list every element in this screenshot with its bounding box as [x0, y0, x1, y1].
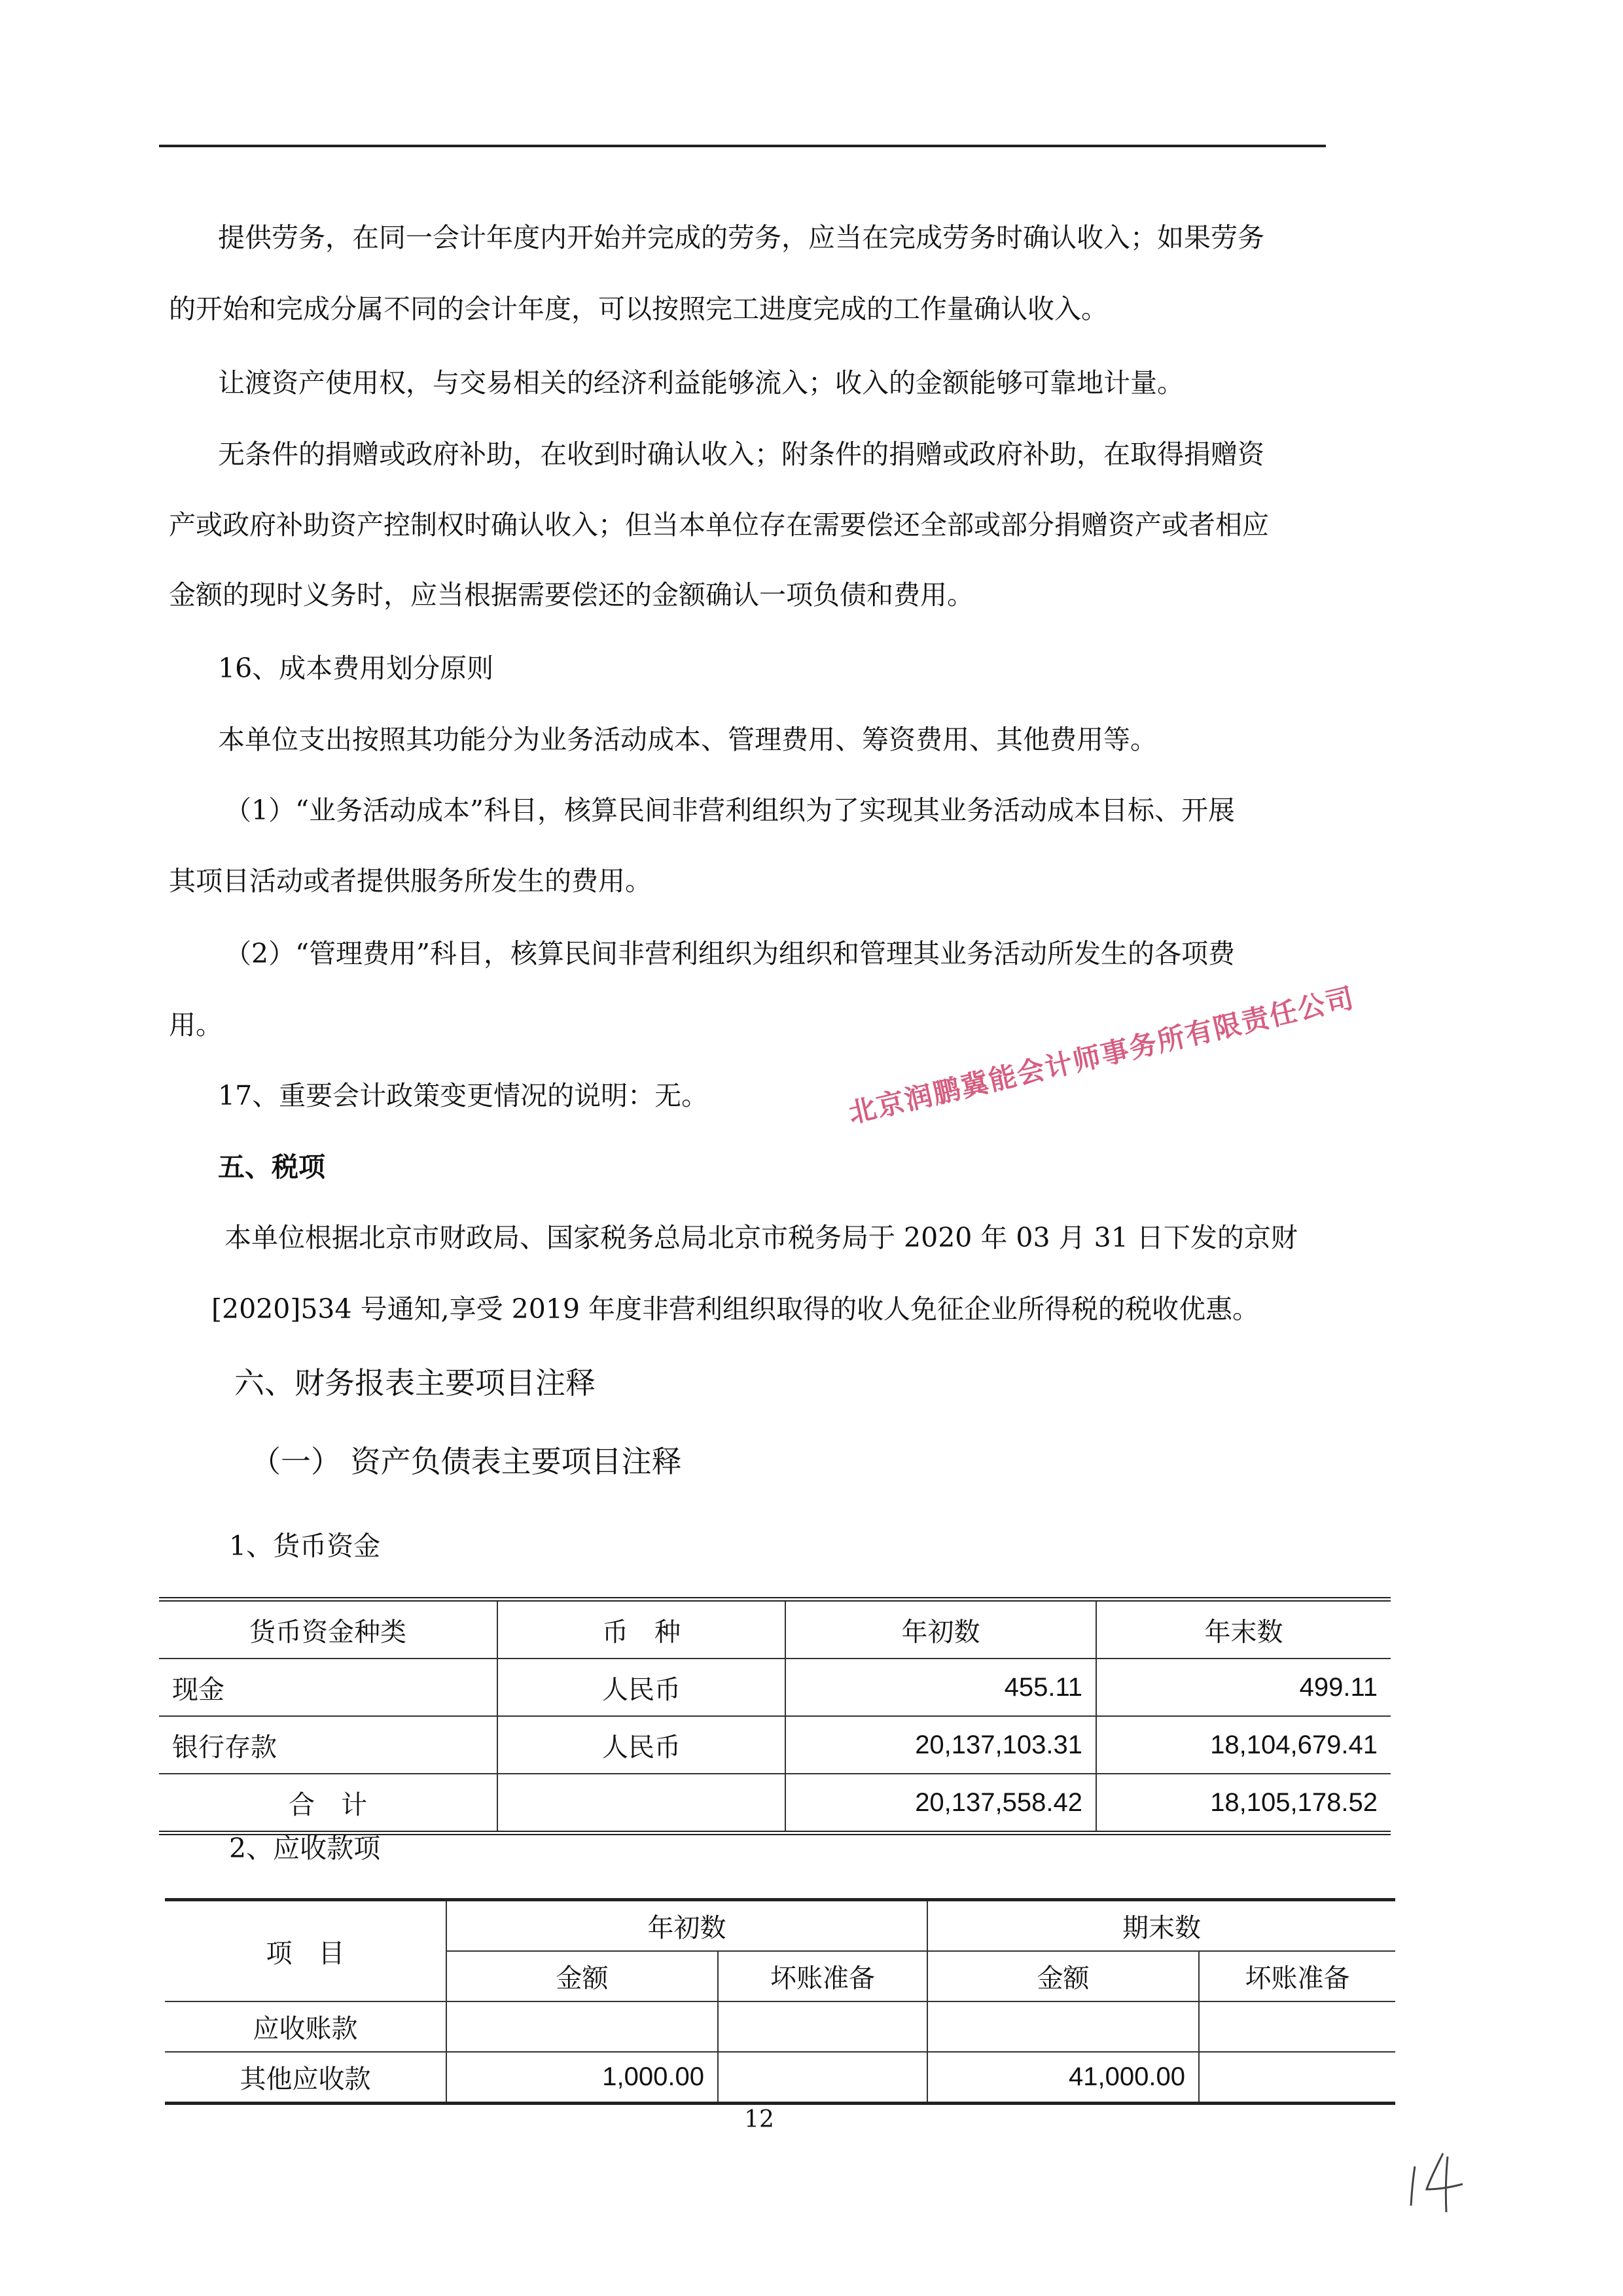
group-header-begin: 年初数 [446, 1900, 927, 1952]
total-end: 18,105,178.52 [1096, 1774, 1391, 1833]
company-seal: 北京润鹏冀能会计师事务所有限责任公司 [845, 981, 1358, 1130]
item-header: 项 目 [165, 1900, 446, 2002]
section-heading-16: 16、成本费用划分原则 [218, 653, 494, 684]
row-end-bad-debt [1199, 2052, 1395, 2104]
sub-header: 坏账准备 [718, 1951, 927, 2001]
paragraph-line: 无条件的捐赠或政府补助，在收到时确认收入；附条件的捐赠或政府补助，在取得捐赠资 [218, 439, 1264, 470]
table1-title: 1、货币资金 [229, 1530, 381, 1562]
sub-header: 坏账准备 [1199, 1951, 1395, 2001]
group-header-end: 期末数 [1122, 1913, 1201, 1943]
sub-header: 金额 [927, 1951, 1199, 2001]
header-rule [159, 145, 1326, 147]
row-name: 应收账款 [165, 2001, 446, 2052]
paragraph-line: 用。 [169, 1009, 223, 1041]
paragraph-line: 本单位根据北京市财政局、国家税务总局北京市税务局于 2020 年 03 月 31 日下发的京财 [224, 1222, 1298, 1253]
row-name: 其他应收款 [165, 2052, 446, 2104]
total-label: 合 计 [159, 1774, 497, 1833]
row-currency: 人民币 [497, 1716, 785, 1774]
receivables-table [165, 1898, 1395, 2105]
row-end-bad-debt [1199, 2001, 1395, 2052]
cash-table [159, 1597, 1391, 1835]
section-heading-17: 17、重要会计政策变更情况的说明：无。 [218, 1080, 709, 1111]
row-begin: 455.11 [785, 1659, 1096, 1716]
handwritten-mark [1407, 2144, 1472, 2215]
paragraph-line: （1）“业务活动成本”科目，核算民间非营利组织为了实现其业务活动成本目标、开展 [224, 795, 1236, 826]
table-row [159, 1659, 1391, 1716]
row-begin: 20,137,103.31 [785, 1716, 1096, 1774]
row-name: 现金 [159, 1659, 497, 1716]
row-end: 499.11 [1096, 1659, 1391, 1716]
column-header: 年末数 [1204, 1617, 1283, 1647]
section-heading-notes: 六、财务报表主要项目注释 [234, 1365, 596, 1401]
table-header-row [165, 1900, 1395, 1952]
row-begin-bad-debt [718, 2001, 927, 2052]
row-name: 银行存款 [159, 1716, 497, 1774]
table-total-row [159, 1774, 1391, 1833]
table-row [165, 2001, 1395, 2052]
paragraph-line: 的开始和完成分属不同的会计年度，可以按照完工进度完成的工作量确认收入。 [169, 293, 1108, 325]
column-header: 货币资金种类 [159, 1600, 497, 1659]
row-begin-amount: 1,000.00 [446, 2052, 718, 2104]
paragraph-line: 让渡资产使用权，与交易相关的经济利益能够流入；收入的金额能够可靠地计量。 [218, 367, 1184, 399]
paragraph-line: 产或政府补助资产控制权时确认收入；但当本单位存在需要偿还全部或部分捐赠资产或者相应 [169, 509, 1269, 541]
paragraph-line: [2020]534 号通知,享受 2019 年度非营利组织取得的收人免征企业所得税的税收优惠。 [211, 1293, 1260, 1325]
total-begin: 20,137,558.42 [785, 1774, 1096, 1833]
row-end-amount: 41,000.00 [927, 2052, 1199, 2104]
total-currency [497, 1774, 785, 1833]
sub-header: 金额 [446, 1951, 718, 2001]
paragraph-line: 本单位支出按照其功能分为业务活动成本、管理费用、筹资费用、其他费用等。 [218, 724, 1157, 755]
row-end: 18,104,679.41 [1096, 1716, 1391, 1774]
table-row [159, 1716, 1391, 1774]
paragraph-line: 其项目活动或者提供服务所发生的费用。 [169, 865, 652, 897]
column-header: 币 种 [497, 1600, 785, 1659]
page-number: 12 [744, 2106, 774, 2133]
table-header-row [159, 1600, 1391, 1659]
row-currency: 人民币 [497, 1659, 785, 1716]
row-end-amount [927, 2001, 1199, 2052]
table2-title: 2、应收款项 [229, 1833, 381, 1864]
table-row [165, 2052, 1395, 2104]
paragraph-line: 提供劳务，在同一会计年度内开始并完成的劳务，应当在完成劳务时确认收入；如果劳务 [218, 222, 1264, 253]
subsection-heading: （一） 资产负债表主要项目注释 [251, 1444, 682, 1479]
row-begin-bad-debt [718, 2052, 927, 2104]
paragraph-line: （2）“管理费用”科目，核算民间非营利组织为组织和管理其业务活动所发生的各项费 [224, 938, 1236, 969]
paragraph-line: 金额的现时义务时，应当根据需要偿还的金额确认一项负债和费用。 [169, 579, 974, 611]
section-heading-tax: 五、税项 [218, 1151, 325, 1183]
column-header: 年初数 [785, 1600, 1096, 1659]
row-begin-amount [446, 2001, 718, 2052]
